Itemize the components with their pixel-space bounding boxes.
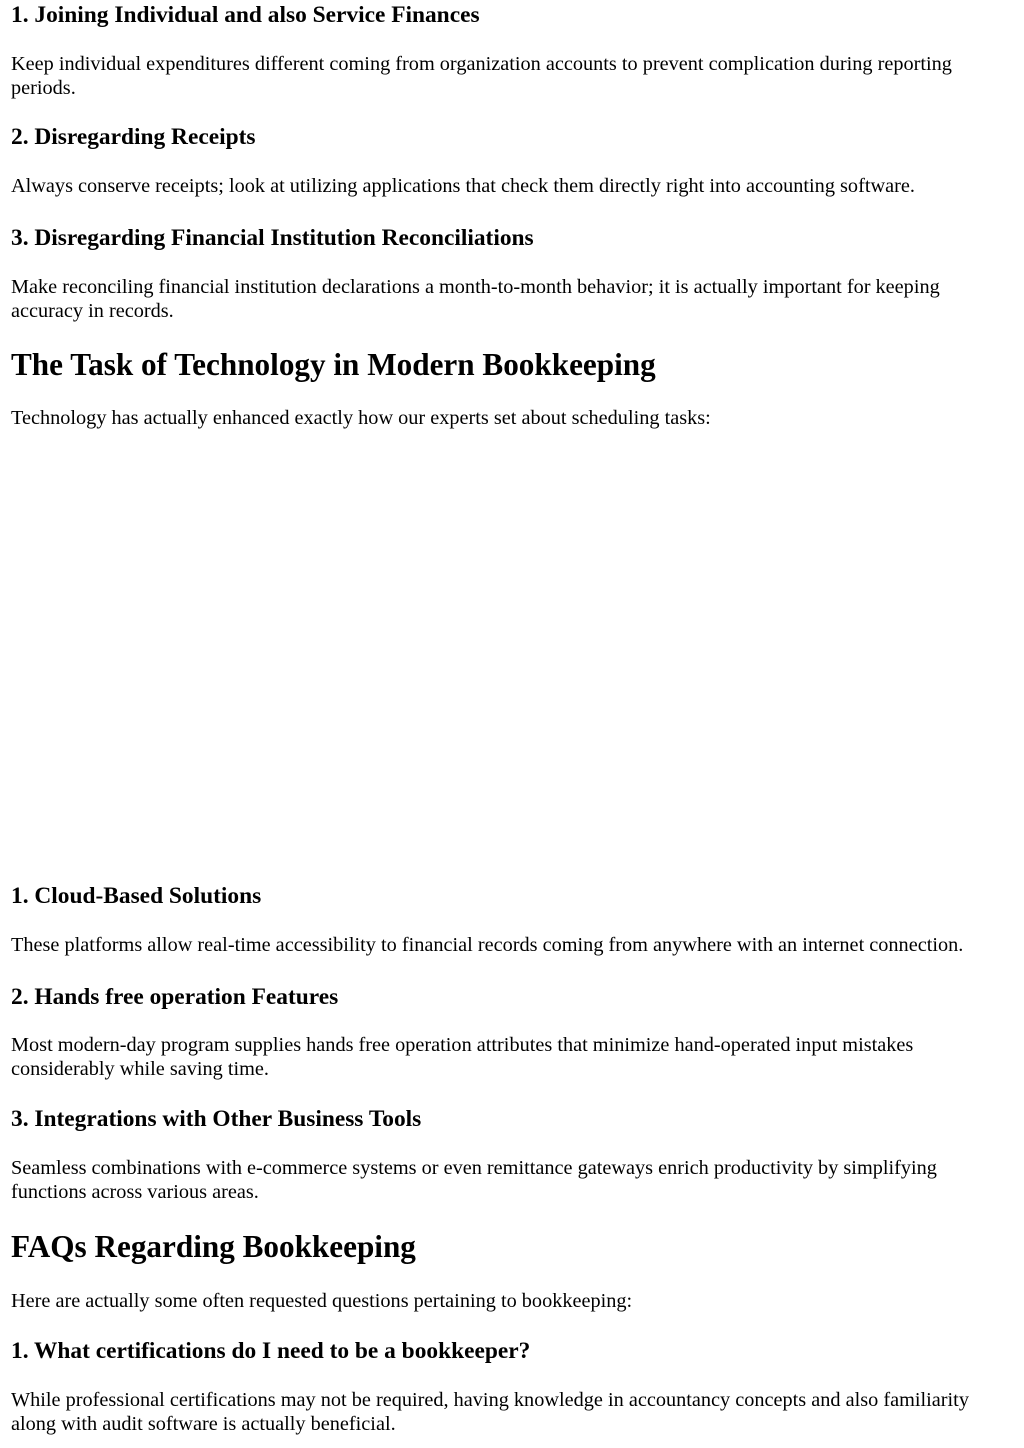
paragraph-hands-free-features: Most modern-day program supplies hands free operation attributes that minimize hand-operated input mistakes considerably while saving time. xyxy=(11,1034,914,1080)
paragraph-certifications-answer: While professional certifications may not be required, having knowledge in accountancy concepts and also familiarity along with audit software is actually beneficial. xyxy=(11,1389,969,1435)
paragraph-bank-reconciliations: Make reconciling financial institution declarations a month-to-month behavior; it is actually important for keeping accuracy in records. xyxy=(11,276,940,322)
paragraph-integrations: Seamless combinations with e-commerce systems or even remittance gateways enrich productivity by simplifying functions across various areas. xyxy=(11,1157,937,1203)
heading-bank-reconciliations: 3. Disregarding Financial Institution Reconciliations xyxy=(11,225,534,251)
heading-faqs: FAQs Regarding Bookkeeping xyxy=(11,1229,416,1264)
paragraph-mixing-finances: Keep individual expenditures different coming from organization accounts to prevent complication during reporting periods. xyxy=(11,53,952,99)
embedded-media-placeholder xyxy=(11,445,1001,865)
heading-technology-role: The Task of Technology in Modern Bookkeeping xyxy=(11,347,656,382)
heading-mixing-finances: 1. Joining Individual and also Service Finances xyxy=(11,2,480,28)
heading-hands-free-features: 2. Hands free operation Features xyxy=(11,984,339,1010)
heading-certifications-question: 1. What certifications do I need to be a bookkeeper? xyxy=(11,1338,531,1364)
heading-cloud-solutions: 1. Cloud-Based Solutions xyxy=(11,883,262,909)
paragraph-cloud-solutions: These platforms allow real-time accessibility to financial records coming from anywhere with an internet connection. xyxy=(11,934,964,956)
paragraph-technology-intro: Technology has actually enhanced exactly how our experts set about scheduling tasks: xyxy=(11,407,711,429)
paragraph-disregarding-receipts: Always conserve receipts; look at utilizing applications that check them directly right into accounting software. xyxy=(11,175,915,197)
paragraph-faqs-intro: Here are actually some often requested questions pertaining to bookkeeping: xyxy=(11,1290,633,1312)
heading-integrations: 3. Integrations with Other Business Tools xyxy=(11,1106,422,1132)
heading-disregarding-receipts: 2. Disregarding Receipts xyxy=(11,124,256,150)
